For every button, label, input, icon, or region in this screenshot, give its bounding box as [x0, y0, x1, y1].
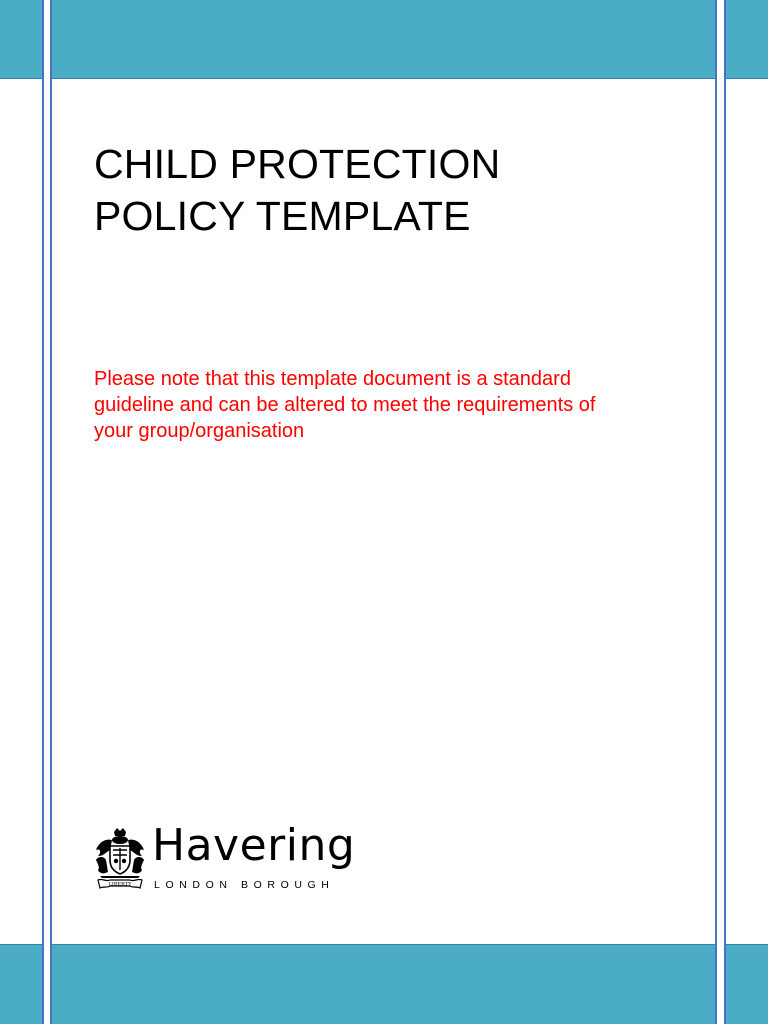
havering-logo: [92, 820, 392, 896]
note-line-3: your group/organisation: [94, 420, 305, 442]
logo-wordmark: Havering: [152, 820, 356, 871]
right-rule-outer: [724, 0, 726, 1024]
logo-subtitle: LONDON BOROUGH: [154, 879, 335, 891]
title-line-2: POLICY TEMPLATE: [94, 193, 471, 239]
top-band-center: [51, 0, 716, 79]
bottom-band-left: [0, 944, 43, 1024]
document-title: [94, 138, 500, 242]
note-line-2: guideline and can be altered to meet the requirements of: [94, 394, 596, 416]
left-rule-inner: [50, 0, 52, 1024]
title-line-1: CHILD PROTECTION: [94, 141, 501, 187]
note-line-1: Please note that this template document is a standard: [94, 368, 571, 390]
bottom-band-right: [725, 944, 768, 1024]
crest-motto: LIBERTY: [108, 881, 132, 888]
right-rule-inner: [715, 0, 717, 1024]
bottom-band-center: [51, 944, 716, 1024]
top-band-right: [725, 0, 768, 79]
template-note: [94, 366, 694, 444]
havering-crest-icon: [92, 826, 148, 892]
left-rule-outer: [42, 0, 44, 1024]
top-band-left: [0, 0, 43, 79]
